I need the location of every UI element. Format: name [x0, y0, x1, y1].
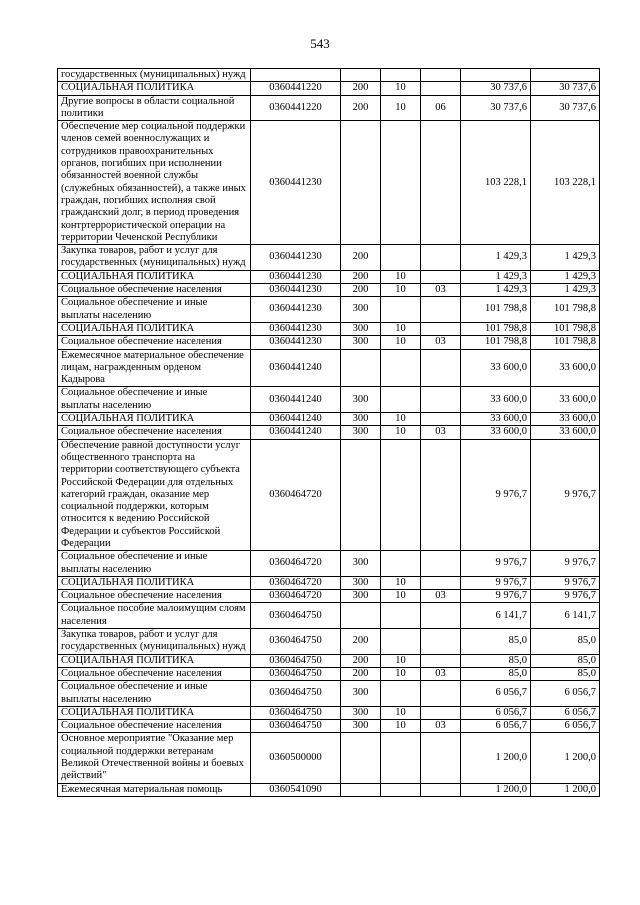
- subsection-cell: [421, 349, 461, 387]
- table-row: [58, 413, 600, 426]
- subsection-cell: 03: [421, 667, 461, 680]
- subsection-cell: [421, 297, 461, 323]
- code-cell: 0360441240: [251, 349, 341, 387]
- page-number: 543: [310, 36, 330, 51]
- name-cell: СОЦИАЛЬНАЯ ПОЛИТИКА: [58, 270, 251, 283]
- expense-type-cell: 300: [341, 720, 381, 733]
- budget-table: [57, 68, 600, 797]
- amount-cell-2: 30 737,6: [531, 82, 600, 95]
- name-cell: СОЦИАЛЬНАЯ ПОЛИТИКА: [58, 706, 251, 719]
- section-cell: [381, 387, 421, 413]
- amount-cell-1: 101 798,8: [461, 336, 531, 349]
- amount-cell-2: 101 798,8: [531, 297, 600, 323]
- expense-type-cell: 200: [341, 629, 381, 655]
- name-cell: СОЦИАЛЬНАЯ ПОЛИТИКА: [58, 82, 251, 95]
- expense-type-cell: 300: [341, 681, 381, 707]
- expense-type-cell: [341, 121, 381, 245]
- expense-type-cell: [341, 733, 381, 783]
- section-cell: [381, 629, 421, 655]
- expense-type-cell: 200: [341, 82, 381, 95]
- amount-cell-1: 30 737,6: [461, 95, 531, 121]
- expense-type-cell: 200: [341, 95, 381, 121]
- amount-cell-1: 9 976,7: [461, 551, 531, 577]
- amount-cell-2: 6 141,7: [531, 603, 600, 629]
- expense-type-cell: [341, 603, 381, 629]
- name-cell: Социальное обеспечение населения: [58, 720, 251, 733]
- name-cell: Социальное обеспечение населения: [58, 284, 251, 297]
- subsection-cell: [421, 69, 461, 82]
- subsection-cell: [421, 121, 461, 245]
- amount-cell-1: 6 141,7: [461, 603, 531, 629]
- code-cell: 0360441220: [251, 95, 341, 121]
- table-row: [58, 783, 600, 796]
- section-cell: [381, 783, 421, 796]
- table-row: [58, 349, 600, 387]
- amount-cell-2: 85,0: [531, 629, 600, 655]
- section-cell: 10: [381, 270, 421, 283]
- amount-cell-1: 9 976,7: [461, 439, 531, 551]
- amount-cell-2: 9 976,7: [531, 439, 600, 551]
- section-cell: 10: [381, 322, 421, 335]
- table-row: [58, 270, 600, 283]
- amount-cell-1: 30 737,6: [461, 82, 531, 95]
- code-cell: 0360464720: [251, 551, 341, 577]
- amount-cell-1: 1 200,0: [461, 733, 531, 783]
- code-cell: 0360464750: [251, 681, 341, 707]
- code-cell: 0360464750: [251, 654, 341, 667]
- expense-type-cell: 300: [341, 387, 381, 413]
- name-cell: СОЦИАЛЬНАЯ ПОЛИТИКА: [58, 322, 251, 335]
- code-cell: 0360441220: [251, 82, 341, 95]
- code-cell: 0360464720: [251, 576, 341, 589]
- table-row: [58, 667, 600, 680]
- expense-type-cell: 300: [341, 297, 381, 323]
- amount-cell-1: 1 429,3: [461, 284, 531, 297]
- amount-cell-2: [531, 69, 600, 82]
- amount-cell-2: 6 056,7: [531, 720, 600, 733]
- code-cell: 0360441240: [251, 387, 341, 413]
- subsection-cell: 03: [421, 336, 461, 349]
- amount-cell-1: 1 200,0: [461, 783, 531, 796]
- name-cell: Обеспечение мер социальной поддержки членов семей военнослужащих и сотрудников правоохранительных органов, погибших при исполнении обязанностей военной службы (служебных обязанностей), а также иных граждан, погибших исполняя свой гражданский долг, в период проведения контртеррористической операции на территории Чеченской Республики: [58, 121, 251, 245]
- section-cell: [381, 439, 421, 551]
- expense-type-cell: [341, 349, 381, 387]
- expense-type-cell: [341, 439, 381, 551]
- name-cell: Ежемесячное материальное обеспечение лицам, награжденным орденом Кадырова: [58, 349, 251, 387]
- subsection-cell: [421, 576, 461, 589]
- amount-cell-2: 103 228,1: [531, 121, 600, 245]
- section-cell: 10: [381, 706, 421, 719]
- name-cell: Социальное обеспечение населения: [58, 590, 251, 603]
- amount-cell-2: 9 976,7: [531, 590, 600, 603]
- code-cell: 0360464750: [251, 720, 341, 733]
- section-cell: [381, 349, 421, 387]
- table-row: [58, 387, 600, 413]
- amount-cell-1: [461, 69, 531, 82]
- table-row: [58, 439, 600, 551]
- amount-cell-2: 101 798,8: [531, 336, 600, 349]
- table-row: [58, 654, 600, 667]
- table-row: [58, 322, 600, 335]
- code-cell: 0360441230: [251, 297, 341, 323]
- amount-cell-2: 6 056,7: [531, 681, 600, 707]
- table-row: [58, 681, 600, 707]
- section-cell: 10: [381, 95, 421, 121]
- amount-cell-2: 30 737,6: [531, 95, 600, 121]
- amount-cell-1: 85,0: [461, 667, 531, 680]
- amount-cell-2: 9 976,7: [531, 551, 600, 577]
- code-cell: 0360464720: [251, 439, 341, 551]
- table-row: [58, 576, 600, 589]
- amount-cell-1: 9 976,7: [461, 590, 531, 603]
- section-cell: 10: [381, 413, 421, 426]
- amount-cell-2: 85,0: [531, 667, 600, 680]
- subsection-cell: [421, 439, 461, 551]
- amount-cell-2: 1 200,0: [531, 783, 600, 796]
- table-row: [58, 82, 600, 95]
- name-cell: Закупка товаров, работ и услуг для государственных (муниципальных) нужд: [58, 629, 251, 655]
- expense-type-cell: 300: [341, 706, 381, 719]
- amount-cell-2: 1 429,3: [531, 284, 600, 297]
- code-cell: 0360464720: [251, 590, 341, 603]
- section-cell: 10: [381, 576, 421, 589]
- amount-cell-1: 33 600,0: [461, 413, 531, 426]
- name-cell: Социальное обеспечение населения: [58, 426, 251, 439]
- code-cell: 0360541090: [251, 783, 341, 796]
- section-cell: 10: [381, 426, 421, 439]
- table-row: [58, 551, 600, 577]
- amount-cell-1: 6 056,7: [461, 720, 531, 733]
- table-row: [58, 733, 600, 783]
- expense-type-cell: 300: [341, 551, 381, 577]
- name-cell: СОЦИАЛЬНАЯ ПОЛИТИКА: [58, 413, 251, 426]
- subsection-cell: [421, 387, 461, 413]
- table-row: [58, 69, 600, 82]
- table-row: [58, 336, 600, 349]
- subsection-cell: [421, 603, 461, 629]
- amount-cell-1: 101 798,8: [461, 297, 531, 323]
- code-cell: 0360464750: [251, 603, 341, 629]
- subsection-cell: [421, 733, 461, 783]
- table-row: [58, 245, 600, 271]
- expense-type-cell: 200: [341, 245, 381, 271]
- subsection-cell: 03: [421, 284, 461, 297]
- expense-type-cell: 200: [341, 654, 381, 667]
- subsection-cell: [421, 551, 461, 577]
- subsection-cell: 03: [421, 720, 461, 733]
- code-cell: 0360464750: [251, 667, 341, 680]
- expense-type-cell: 300: [341, 336, 381, 349]
- section-cell: 10: [381, 720, 421, 733]
- code-cell: 0360441230: [251, 270, 341, 283]
- name-cell: СОЦИАЛЬНАЯ ПОЛИТИКА: [58, 654, 251, 667]
- expense-type-cell: 200: [341, 270, 381, 283]
- section-cell: [381, 681, 421, 707]
- code-cell: 0360441230: [251, 121, 341, 245]
- code-cell: 0360441230: [251, 284, 341, 297]
- subsection-cell: 06: [421, 95, 461, 121]
- amount-cell-1: 101 798,8: [461, 322, 531, 335]
- name-cell: Социальное пособие малоимущим слоям населения: [58, 603, 251, 629]
- code-cell: 0360464750: [251, 629, 341, 655]
- amount-cell-1: 9 976,7: [461, 576, 531, 589]
- code-cell: [251, 69, 341, 82]
- amount-cell-1: 1 429,3: [461, 270, 531, 283]
- code-cell: 0360500000: [251, 733, 341, 783]
- code-cell: 0360441230: [251, 245, 341, 271]
- table-row: [58, 603, 600, 629]
- amount-cell-2: 85,0: [531, 654, 600, 667]
- subsection-cell: [421, 322, 461, 335]
- expense-type-cell: 300: [341, 413, 381, 426]
- section-cell: [381, 733, 421, 783]
- amount-cell-1: 85,0: [461, 629, 531, 655]
- name-cell: Социальное обеспечение и иные выплаты населению: [58, 681, 251, 707]
- name-cell: Другие вопросы в области социальной политики: [58, 95, 251, 121]
- table-row: [58, 590, 600, 603]
- name-cell: СОЦИАЛЬНАЯ ПОЛИТИКА: [58, 576, 251, 589]
- section-cell: [381, 121, 421, 245]
- name-cell: Социальное обеспечение населения: [58, 667, 251, 680]
- name-cell: Социальное обеспечение населения: [58, 336, 251, 349]
- expense-type-cell: 300: [341, 322, 381, 335]
- section-cell: [381, 245, 421, 271]
- amount-cell-2: 33 600,0: [531, 349, 600, 387]
- subsection-cell: 03: [421, 590, 461, 603]
- section-cell: 10: [381, 284, 421, 297]
- name-cell: государственных (муниципальных) нужд: [58, 69, 251, 82]
- name-cell: Обеспечение равной доступности услуг общественного транспорта на территории соответствующего субъекта Российской Федерации для отдельных категорий граждан, оказание мер социальной поддержки, которым относится к ведению Российской Федерации и субъектов Российской Федерации: [58, 439, 251, 551]
- amount-cell-1: 1 429,3: [461, 245, 531, 271]
- amount-cell-2: 1 429,3: [531, 245, 600, 271]
- amount-cell-2: 101 798,8: [531, 322, 600, 335]
- expense-type-cell: [341, 69, 381, 82]
- section-cell: 10: [381, 336, 421, 349]
- subsection-cell: [421, 270, 461, 283]
- amount-cell-2: 9 976,7: [531, 576, 600, 589]
- subsection-cell: [421, 245, 461, 271]
- amount-cell-2: 33 600,0: [531, 413, 600, 426]
- code-cell: 0360441240: [251, 413, 341, 426]
- section-cell: [381, 551, 421, 577]
- expense-type-cell: 300: [341, 576, 381, 589]
- amount-cell-2: 33 600,0: [531, 426, 600, 439]
- section-cell: [381, 603, 421, 629]
- table-row: [58, 426, 600, 439]
- section-cell: [381, 297, 421, 323]
- code-cell: 0360441230: [251, 322, 341, 335]
- amount-cell-2: 1 200,0: [531, 733, 600, 783]
- table-row: [58, 297, 600, 323]
- code-cell: 0360464750: [251, 706, 341, 719]
- table-row: [58, 720, 600, 733]
- subsection-cell: [421, 706, 461, 719]
- code-cell: 0360441240: [251, 426, 341, 439]
- subsection-cell: [421, 654, 461, 667]
- expense-type-cell: 300: [341, 590, 381, 603]
- expense-type-cell: [341, 783, 381, 796]
- subsection-cell: [421, 783, 461, 796]
- table-row: [58, 706, 600, 719]
- name-cell: Социальное обеспечение и иные выплаты населению: [58, 551, 251, 577]
- section-cell: 10: [381, 82, 421, 95]
- amount-cell-1: 103 228,1: [461, 121, 531, 245]
- name-cell: Ежемесячная материальная помощь: [58, 783, 251, 796]
- table-row: [58, 284, 600, 297]
- code-cell: 0360441230: [251, 336, 341, 349]
- amount-cell-1: 33 600,0: [461, 426, 531, 439]
- table-row: [58, 121, 600, 245]
- name-cell: Основное мероприятие "Оказание мер социальной поддержки ветеранам Великой Отечественной войны и боевых действий": [58, 733, 251, 783]
- amount-cell-2: 33 600,0: [531, 387, 600, 413]
- amount-cell-2: 6 056,7: [531, 706, 600, 719]
- amount-cell-1: 6 056,7: [461, 706, 531, 719]
- expense-type-cell: 200: [341, 667, 381, 680]
- section-cell: 10: [381, 667, 421, 680]
- table-row: [58, 95, 600, 121]
- section-cell: 10: [381, 654, 421, 667]
- amount-cell-1: 85,0: [461, 654, 531, 667]
- name-cell: Социальное обеспечение и иные выплаты населению: [58, 297, 251, 323]
- amount-cell-1: 33 600,0: [461, 349, 531, 387]
- subsection-cell: [421, 629, 461, 655]
- name-cell: Закупка товаров, работ и услуг для государственных (муниципальных) нужд: [58, 245, 251, 271]
- expense-type-cell: 300: [341, 426, 381, 439]
- section-cell: [381, 69, 421, 82]
- subsection-cell: [421, 413, 461, 426]
- section-cell: 10: [381, 590, 421, 603]
- subsection-cell: [421, 82, 461, 95]
- name-cell: Социальное обеспечение и иные выплаты населению: [58, 387, 251, 413]
- subsection-cell: [421, 681, 461, 707]
- table-row: [58, 629, 600, 655]
- expense-type-cell: 200: [341, 284, 381, 297]
- amount-cell-1: 33 600,0: [461, 387, 531, 413]
- amount-cell-2: 1 429,3: [531, 270, 600, 283]
- amount-cell-1: 6 056,7: [461, 681, 531, 707]
- subsection-cell: 03: [421, 426, 461, 439]
